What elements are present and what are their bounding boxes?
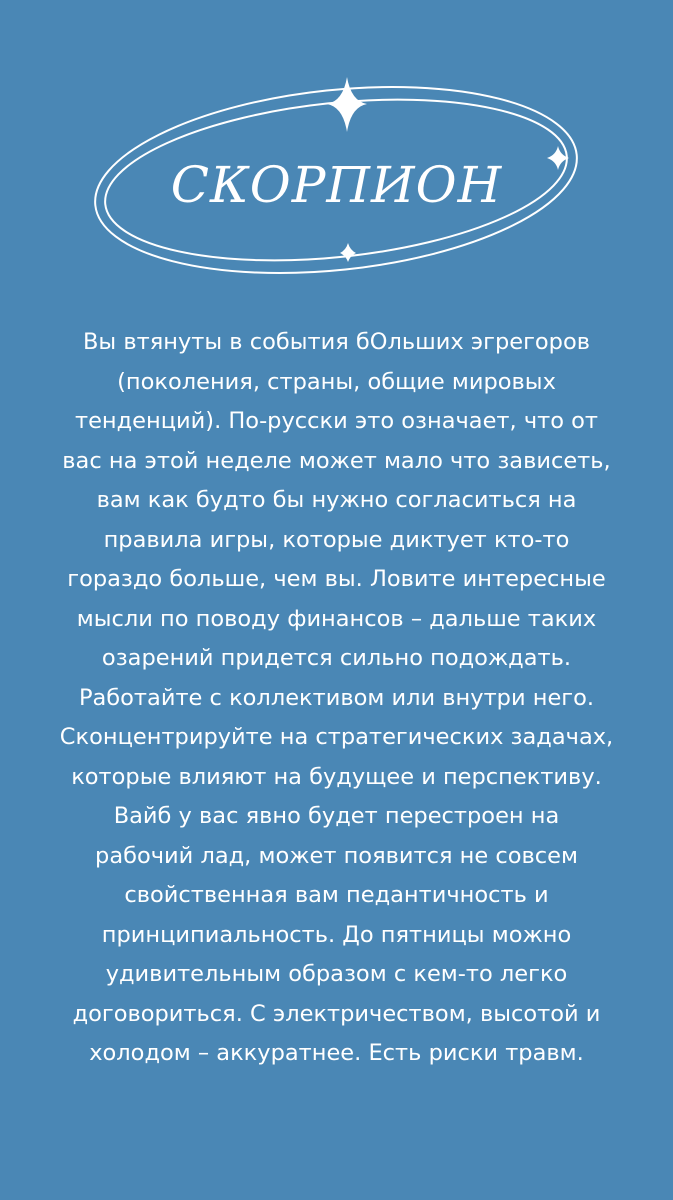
horoscope-line: гораздо больше, чем вы. Ловите интересные <box>67 566 606 592</box>
horoscope-line: свойственная вам педантичность и <box>124 882 549 908</box>
horoscope-line: тенденций). По-русски это означает, что от <box>74 408 599 434</box>
horoscope-line: договориться. С электричеством, высотой и <box>72 1000 601 1027</box>
horoscope-line: озарений придется сильно подождать. <box>101 645 572 671</box>
sparkle-star-icon <box>340 243 356 262</box>
horoscope-line: принципиальность. До пятницы можно <box>101 921 572 948</box>
horoscope-text <box>36 323 637 1074</box>
zodiac-sign-title: СКОРПИОН <box>170 156 503 214</box>
horoscope-line: Работайте с коллективом или внутри него. <box>78 684 595 711</box>
title-ornament <box>0 0 673 300</box>
horoscope-line: Вайб у вас явно будет перестроен на <box>113 803 560 829</box>
horoscope-line: (поколения, страны, общие мировых <box>117 368 556 395</box>
horoscope-line: которые влияют на будущее и перспективу. <box>71 763 602 790</box>
horoscope-line: холодом – аккуратнее. Есть риски травм. <box>89 1040 584 1066</box>
horoscope-line: удивительным образом с кем-то легко <box>105 961 568 987</box>
horoscope-line: Вы втянуты в события бОльших эгрегоров <box>82 329 590 355</box>
horoscope-line: мысли по поводу финансов – дальше таких <box>76 605 597 632</box>
horoscope-line: рабочий лад, может появится не совсем <box>95 842 578 869</box>
horoscope-line: вам как будто бы нужно согласиться на <box>96 487 577 513</box>
horoscope-line: правила игры, которые диктует кто-то <box>103 526 570 553</box>
sparkle-star-icon <box>327 77 367 132</box>
horoscope-line: вас на этой неделе может мало что зависеть, <box>62 447 611 474</box>
horoscope-line: Сконцентрируйте на стратегических задачах, <box>59 724 614 750</box>
